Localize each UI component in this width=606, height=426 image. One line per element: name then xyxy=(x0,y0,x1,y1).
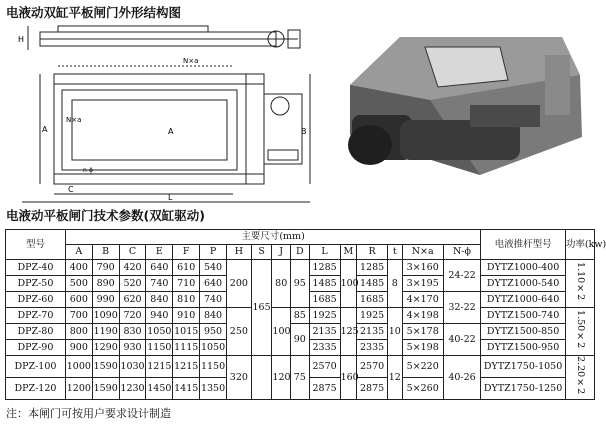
cell-model: DPZ-40 xyxy=(6,260,66,276)
header-main-dims: 主要尺寸(mm) xyxy=(65,230,480,245)
cell-a: 1000 xyxy=(65,356,92,378)
cell-p: 840 xyxy=(200,308,227,324)
cell-nxa: 4×198 xyxy=(402,308,443,324)
dim-nxa-top-label: N×a xyxy=(183,57,199,65)
cell-c: 1030 xyxy=(119,356,146,378)
cell-l: 1485 xyxy=(309,276,340,292)
cell-t: 10 xyxy=(388,308,402,356)
cell-d: 90 xyxy=(291,324,310,356)
cell-e: 1215 xyxy=(146,356,173,378)
cell-s-empty xyxy=(251,356,272,400)
cell-b: 790 xyxy=(92,260,119,276)
cell-b: 1290 xyxy=(92,340,119,356)
cell-power: 1.50×2 xyxy=(565,308,594,356)
cell-pusher: DYTZ1000-400 xyxy=(481,260,566,276)
cell-nphi: 40-22 xyxy=(443,324,480,356)
cell-nphi: 24-22 xyxy=(443,260,480,292)
header-col: B xyxy=(92,245,119,260)
header-col: M xyxy=(340,245,357,260)
cell-c: 420 xyxy=(119,260,146,276)
cell-pusher: DYTZ1500-850 xyxy=(481,324,566,340)
cell-model: DPZ-50 xyxy=(6,276,66,292)
footnote: 注：本闸门可按用户要求设计制造 xyxy=(6,407,171,420)
cell-d: 75 xyxy=(291,356,310,400)
dim-c-label: C xyxy=(68,185,74,194)
cell-b: 890 xyxy=(92,276,119,292)
cell-pusher: DYTZ1000-640 xyxy=(481,292,566,308)
cell-p: 1350 xyxy=(200,378,227,400)
cell-pusher: DYTZ1750-1050 xyxy=(481,356,566,378)
cell-j: 80 xyxy=(272,260,291,308)
gate-outline-drawing xyxy=(18,22,318,207)
cell-nxa: 4×170 xyxy=(402,292,443,308)
cell-r: 2570 xyxy=(357,356,388,378)
header-col: H xyxy=(226,245,251,260)
cell-model: DPZ-90 xyxy=(6,340,66,356)
cell-e: 1150 xyxy=(146,340,173,356)
cell-j: 100 xyxy=(272,308,291,356)
table-row xyxy=(6,356,595,378)
table-title: 电液动平板闸门技术参数(双缸驱动) xyxy=(6,208,205,223)
cell-l: 2570 xyxy=(309,356,340,378)
cell-f: 1415 xyxy=(173,378,200,400)
header-col: J xyxy=(272,245,291,260)
cell-c: 830 xyxy=(119,324,146,340)
header-model: 型号 xyxy=(6,230,66,260)
cell-a: 600 xyxy=(65,292,92,308)
cell-m: 160 xyxy=(340,356,357,400)
cell-e: 1450 xyxy=(146,378,173,400)
cell-nxa: 5×260 xyxy=(402,378,443,400)
cell-p: 1050 xyxy=(200,340,227,356)
drawing-title: 电液动双缸平板闸门外形结构图 xyxy=(6,5,182,20)
cell-f: 710 xyxy=(173,276,200,292)
cell-model: DPZ-80 xyxy=(6,324,66,340)
cell-l: 2875 xyxy=(309,378,340,400)
header-col: N-ϕ xyxy=(443,245,480,260)
cell-f: 810 xyxy=(173,292,200,308)
cell-nxa: 3×195 xyxy=(402,276,443,292)
cell-p: 740 xyxy=(200,292,227,308)
cell-pusher: DYTZ1000-540 xyxy=(481,276,566,292)
cell-m: 100 xyxy=(340,260,357,308)
cell-t: 8 xyxy=(388,260,402,308)
cell-model: DPZ-60 xyxy=(6,292,66,308)
table-row xyxy=(6,260,595,276)
cell-d: 85 xyxy=(291,308,310,324)
cell-f: 1015 xyxy=(173,324,200,340)
header-col: t xyxy=(388,245,402,260)
cell-l: 1285 xyxy=(309,260,340,276)
header-col: N×a xyxy=(402,245,443,260)
cell-nxa: 5×178 xyxy=(402,324,443,340)
cell-power: 2.20×2 xyxy=(565,356,594,400)
cell-nphi: 32-22 xyxy=(443,292,480,324)
cell-s: 165 xyxy=(251,260,272,356)
cell-r: 2135 xyxy=(357,324,388,340)
dim-a-mid-label: A xyxy=(168,127,174,136)
cell-a: 500 xyxy=(65,276,92,292)
cell-e: 640 xyxy=(146,260,173,276)
cell-d: 95 xyxy=(291,260,310,308)
header-col: D xyxy=(291,245,310,260)
cell-t: 12 xyxy=(388,356,402,400)
dim-b-label: B xyxy=(301,127,307,136)
cell-model: DPZ-70 xyxy=(6,308,66,324)
cell-nxa: 3×160 xyxy=(402,260,443,276)
cell-h: 320 xyxy=(226,356,251,400)
cell-a: 400 xyxy=(65,260,92,276)
cell-p: 1150 xyxy=(200,356,227,378)
cell-f: 910 xyxy=(173,308,200,324)
dim-h-label: H xyxy=(18,35,25,44)
cell-a: 800 xyxy=(65,324,92,340)
cell-r: 2335 xyxy=(357,340,388,356)
table-row xyxy=(6,308,595,324)
cell-a: 700 xyxy=(65,308,92,324)
cell-power: 1.10×2 xyxy=(565,260,594,308)
cell-f: 610 xyxy=(173,260,200,276)
header-col: R xyxy=(357,245,388,260)
cell-f: 1215 xyxy=(173,356,200,378)
cell-r: 1685 xyxy=(357,292,388,308)
cell-b: 1090 xyxy=(92,308,119,324)
cell-a: 1200 xyxy=(65,378,92,400)
cell-e: 840 xyxy=(146,292,173,308)
header-power: 功率(kw) xyxy=(565,230,594,260)
cell-pusher: DYTZ1750-1250 xyxy=(481,378,566,400)
cell-h: 200 xyxy=(226,260,251,308)
cell-model: DPZ-100 xyxy=(6,356,66,378)
cell-b: 1590 xyxy=(92,356,119,378)
cell-c: 620 xyxy=(119,292,146,308)
cell-model: DPZ-120 xyxy=(6,378,66,400)
cell-p: 950 xyxy=(200,324,227,340)
spec-table xyxy=(5,229,606,400)
cell-b: 1590 xyxy=(92,378,119,400)
cell-e: 740 xyxy=(146,276,173,292)
cell-nxa: 5×220 xyxy=(402,356,443,378)
cell-l: 2135 xyxy=(309,324,340,340)
cell-nxa: 5×198 xyxy=(402,340,443,356)
cell-p: 640 xyxy=(200,276,227,292)
header-col: E xyxy=(146,245,173,260)
table-row xyxy=(6,324,595,340)
header-col: A xyxy=(65,245,92,260)
header-col: P xyxy=(200,245,227,260)
cell-j: 120 xyxy=(272,356,291,400)
header-col: F xyxy=(173,245,200,260)
cell-f: 1115 xyxy=(173,340,200,356)
header-col: L xyxy=(309,245,340,260)
cell-r: 2875 xyxy=(357,378,388,400)
cell-b: 1190 xyxy=(92,324,119,340)
dim-l-label: L xyxy=(168,193,173,202)
gate-photo xyxy=(330,25,592,197)
cell-b: 990 xyxy=(92,292,119,308)
cell-pusher: DYTZ1500-950 xyxy=(481,340,566,356)
cell-r: 1925 xyxy=(357,308,388,324)
cell-h: 250 xyxy=(226,308,251,356)
dim-a-label: A xyxy=(42,125,48,134)
dim-nxa-side-label: N×a xyxy=(66,116,82,124)
header-col: S xyxy=(251,245,272,260)
cell-m: 125 xyxy=(340,308,357,356)
cell-e: 1050 xyxy=(146,324,173,340)
cell-e: 940 xyxy=(146,308,173,324)
cell-pusher: DYTZ1500-740 xyxy=(481,308,566,324)
cell-c: 720 xyxy=(119,308,146,324)
cell-nphi: 40-26 xyxy=(443,356,480,400)
cell-l: 1685 xyxy=(309,292,340,308)
cell-c: 520 xyxy=(119,276,146,292)
cell-r: 1285 xyxy=(357,260,388,276)
cell-a: 900 xyxy=(65,340,92,356)
cell-p: 540 xyxy=(200,260,227,276)
cell-c: 1230 xyxy=(119,378,146,400)
cell-l: 2335 xyxy=(309,340,340,356)
cell-r: 1485 xyxy=(357,276,388,292)
header-pusher: 电液推杆型号 xyxy=(481,230,566,260)
header-col: C xyxy=(119,245,146,260)
cell-c: 930 xyxy=(119,340,146,356)
dim-nphi-label: n-ϕ xyxy=(83,167,93,174)
cell-l: 1925 xyxy=(309,308,340,324)
